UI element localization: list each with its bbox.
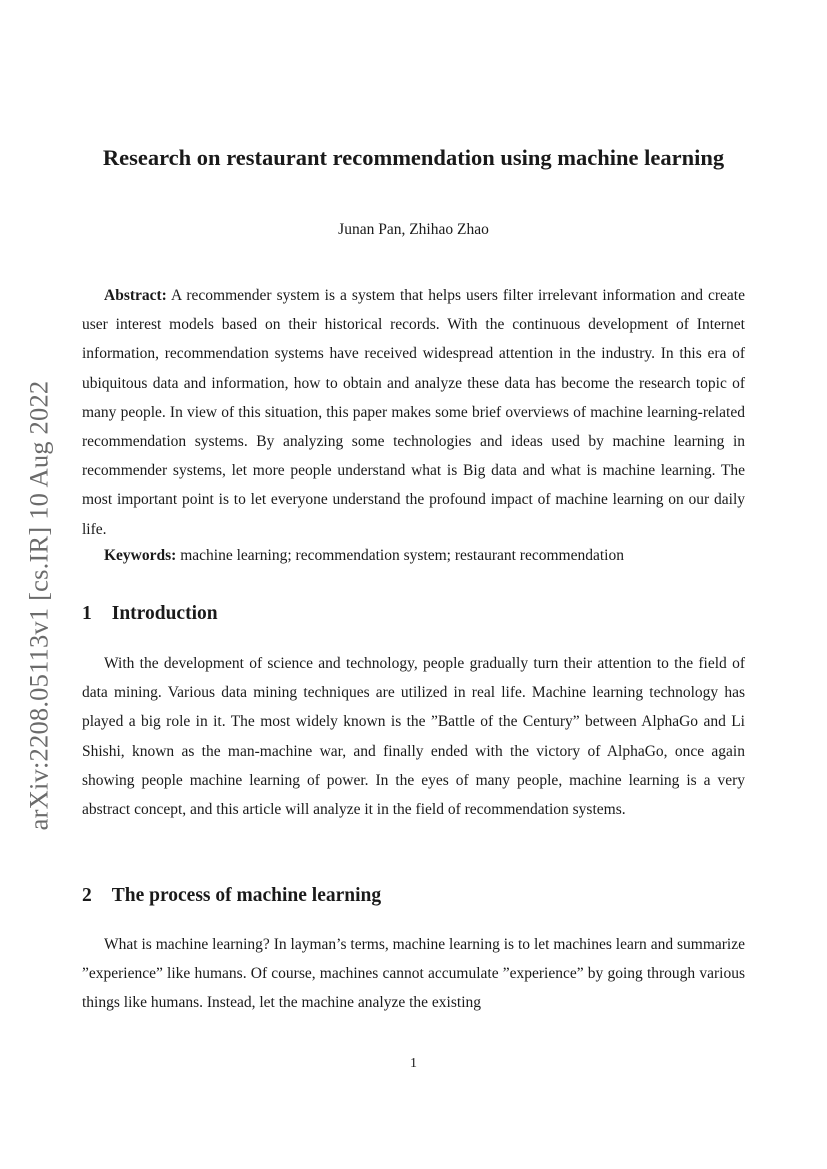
section-title: Introduction [111,603,218,624]
section-heading-process [82,885,745,907]
section-body-introduction [82,649,745,824]
abstract-text: A recommender system is a system that helps users filter irrelevant information and create user interest models based on their historical records. With the continuous development of Internet information, recommendation systems have received widespread attention in the industry. In this era of ubiquitous data and information, how to obtain and analyze these data has become the research topic of many people. In view of this situation, this paper makes some brief overviews of machine learning-related recommendation systems. By analyzing some technologies and ideas used by machine learning in recommender systems, let more people understand what is Big data and what is machine learning. The most important point is to let everyone understand the profound impact of machine learning on our daily life. [82,287,745,538]
section-body-process [82,930,745,1018]
section-number: 1 [82,603,92,624]
section-heading-introduction [82,603,745,625]
page-number: 1 [410,1056,417,1071]
keywords-text: machine learning; recommendation system; restaurant recommendation [180,547,624,564]
paper-title: Research on restaurant recommendation using machine learning [102,145,725,170]
keywords-block [82,541,745,570]
arxiv-identifier-stamp [14,365,64,845]
abstract-label: Abstract: [104,287,167,304]
keywords-label: Keywords: [104,547,177,564]
section-title: The process of machine learning [111,885,382,906]
arxiv-identifier-text: arXiv:2208.05113v1 [cs.IR] 10 Aug 2022 [23,380,54,830]
abstract-block [82,281,745,544]
section-paragraph: With the development of science and technology, people gradually turn their attention to the field of data mining. Various data mining techniques are utilized in real life. Machine learning technology has played a big role in it. The most widely known is the ”Battle of the Century” between AlphaGo and Li Shishi, known as the man-machine war, and finally ended with the victory of AlphaGo, once again showing people machine learning of power. In the eyes of many people, machine learning is a very abstract concept, and this article will analyze it in the field of recommendation systems. [82,655,745,819]
paper-authors: Junan Pan, Zhihao Zhao [338,221,489,238]
abstract-paragraph [82,281,745,544]
keywords-paragraph [82,541,745,570]
section-paragraph: What is machine learning? In layman’s terms, machine learning is to let machines learn and summarize ”experience” like humans. Of course, machines cannot accumulate ”experience” by going through various things like humans. Instead, let the machine analyze the existing [82,936,745,1012]
section-number: 2 [82,885,92,906]
